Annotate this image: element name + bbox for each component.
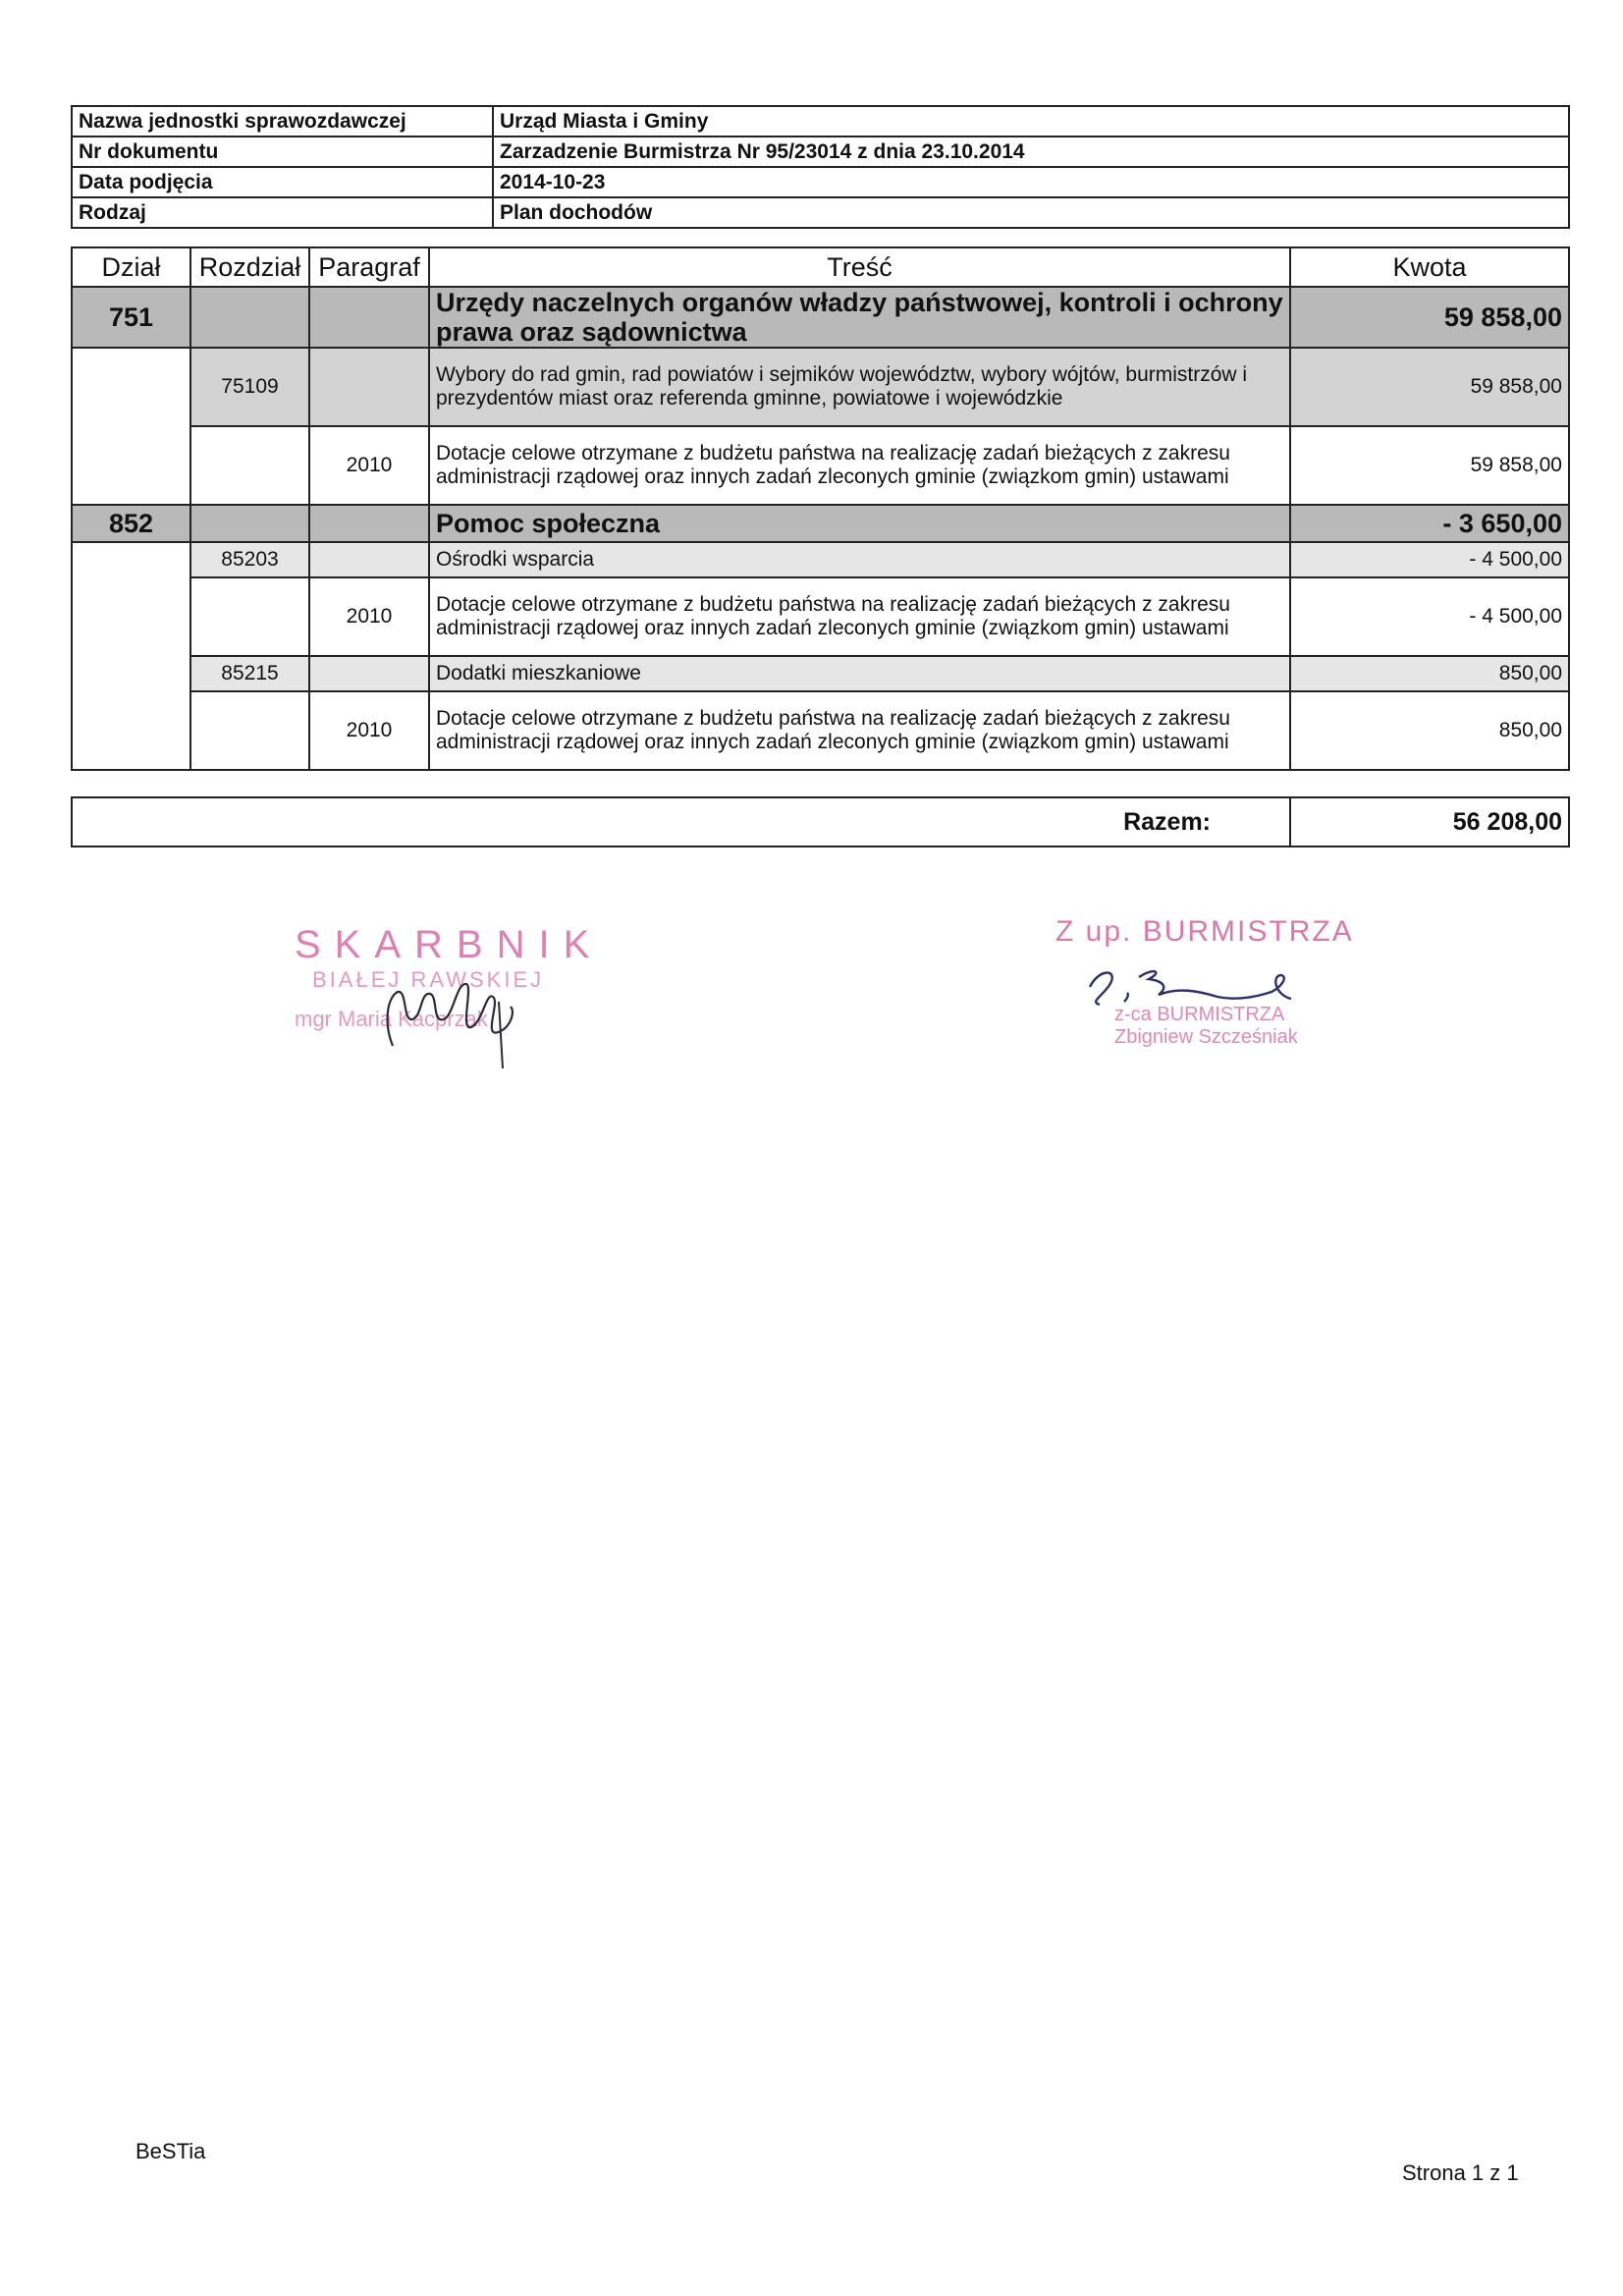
footer-software-name: BeSTia bbox=[135, 2139, 206, 2163]
table-row bbox=[72, 348, 1569, 426]
stamp-name: Zbigniew Szcześniak bbox=[1114, 1026, 1298, 1048]
info-label: Rodzaj bbox=[72, 197, 493, 228]
cell-dzial bbox=[72, 542, 190, 770]
stamp-title: Z up. BURMISTRZA bbox=[1055, 915, 1354, 948]
cell-rozdzial bbox=[190, 426, 309, 505]
cell-rozdzial: 85203 bbox=[190, 542, 309, 577]
cell-paragraf bbox=[309, 505, 429, 542]
table-row bbox=[72, 287, 1569, 348]
summary-value: 56 208,00 bbox=[1290, 797, 1569, 847]
cell-paragraf bbox=[309, 348, 429, 426]
cell-rozdzial bbox=[190, 505, 309, 542]
col-header-kwota: Kwota bbox=[1290, 247, 1569, 287]
cell-tresc: Dotacje celowe otrzymane z budżetu państwa na realizację zadań bieżących z zakresu administracji rządowej oraz innych zadań zleconych gminie (związkom gmin) ustawami bbox=[429, 577, 1290, 656]
cell-paragraf: 2010 bbox=[309, 577, 429, 656]
info-row bbox=[72, 197, 1569, 228]
stamp-title: SKARBNIK bbox=[295, 923, 604, 966]
document-info-table bbox=[71, 105, 1570, 229]
cell-kwota: 59 858,00 bbox=[1290, 348, 1569, 426]
cell-dzial: 852 bbox=[72, 505, 190, 542]
info-value: Zarzadzenie Burmistrza Nr 95/23014 z dnia 23.10.2014 bbox=[493, 137, 1569, 167]
burmistrz-signature bbox=[1070, 957, 1325, 1016]
cell-kwota: 850,00 bbox=[1290, 656, 1569, 691]
info-value: 2014-10-23 bbox=[493, 167, 1569, 197]
cell-paragraf: 2010 bbox=[309, 691, 429, 770]
cell-paragraf bbox=[309, 287, 429, 348]
col-header-paragraf: Paragraf bbox=[309, 247, 429, 287]
summary-row bbox=[72, 797, 1569, 847]
table-row bbox=[72, 691, 1569, 770]
table-row bbox=[72, 426, 1569, 505]
cell-kwota: - 4 500,00 bbox=[1290, 542, 1569, 577]
info-row bbox=[72, 167, 1569, 197]
table-row bbox=[72, 505, 1569, 542]
cell-kwota: 59 858,00 bbox=[1290, 287, 1569, 348]
table-header-row bbox=[72, 247, 1569, 287]
cell-dzial bbox=[72, 348, 190, 505]
cell-kwota: 850,00 bbox=[1290, 691, 1569, 770]
summary-table bbox=[71, 796, 1570, 847]
budget-table bbox=[71, 246, 1570, 771]
cell-tresc: Dotacje celowe otrzymane z budżetu państwa na realizację zadań bieżących z zakresu administracji rządowej oraz innych zadań zleconych gminie (związkom gmin) ustawami bbox=[429, 426, 1290, 505]
cell-rozdzial bbox=[190, 577, 309, 656]
cell-tresc: Dotacje celowe otrzymane z budżetu państwa na realizację zadań bieżących z zakresu administracji rządowej oraz innych zadań zleconych gminie (związkom gmin) ustawami bbox=[429, 691, 1290, 770]
stamp-subtitle: BIAŁEJ RAWSKIEJ bbox=[312, 967, 545, 992]
cell-rozdzial: 75109 bbox=[190, 348, 309, 426]
cell-tresc: Dodatki mieszkaniowe bbox=[429, 656, 1290, 691]
col-header-dzial: Dział bbox=[72, 247, 190, 287]
summary-label: Razem: bbox=[72, 797, 1290, 847]
table-row bbox=[72, 656, 1569, 691]
cell-paragraf bbox=[309, 542, 429, 577]
col-header-rozdzial: Rozdział bbox=[190, 247, 309, 287]
cell-rozdzial: 85215 bbox=[190, 656, 309, 691]
skarbnik-signature bbox=[363, 962, 550, 1070]
col-header-tresc: Treść bbox=[429, 247, 1290, 287]
cell-paragraf: 2010 bbox=[309, 426, 429, 505]
table-row bbox=[72, 542, 1569, 577]
cell-rozdzial bbox=[190, 287, 309, 348]
cell-rozdzial bbox=[190, 691, 309, 770]
cell-dzial: 751 bbox=[72, 287, 190, 348]
info-label: Nazwa jednostki sprawozdawczej bbox=[72, 106, 493, 137]
info-value: Urząd Miasta i Gminy bbox=[493, 106, 1569, 137]
stamp-name: mgr Maria Kacprzak bbox=[295, 1007, 488, 1031]
cell-tresc: Wybory do rad gmin, rad powiatów i sejmików województw, wybory wójtów, burmistrzów i prezydentów miast oraz referenda gminne, powiatowe i wojewódzkie bbox=[429, 348, 1290, 426]
cell-tresc: Pomoc społeczna bbox=[429, 505, 1290, 542]
cell-kwota: - 4 500,00 bbox=[1290, 577, 1569, 656]
info-row bbox=[72, 106, 1569, 137]
table-row bbox=[72, 577, 1569, 656]
page-number: Strona 1 z 1 bbox=[1402, 2160, 1519, 2185]
cell-tresc: Ośrodki wsparcia bbox=[429, 542, 1290, 577]
cell-paragraf bbox=[309, 656, 429, 691]
cell-kwota: 59 858,00 bbox=[1290, 426, 1569, 505]
cell-kwota: - 3 650,00 bbox=[1290, 505, 1569, 542]
info-row bbox=[72, 137, 1569, 167]
info-label: Nr dokumentu bbox=[72, 137, 493, 167]
info-label: Data podjęcia bbox=[72, 167, 493, 197]
cell-tresc: Urzędy naczelnych organów władzy państwowej, kontroli i ochrony prawa oraz sądownictwa bbox=[429, 287, 1290, 348]
stamp-subtitle: z-ca BURMISTRZA bbox=[1114, 1004, 1285, 1025]
info-value: Plan dochodów bbox=[493, 197, 1569, 228]
